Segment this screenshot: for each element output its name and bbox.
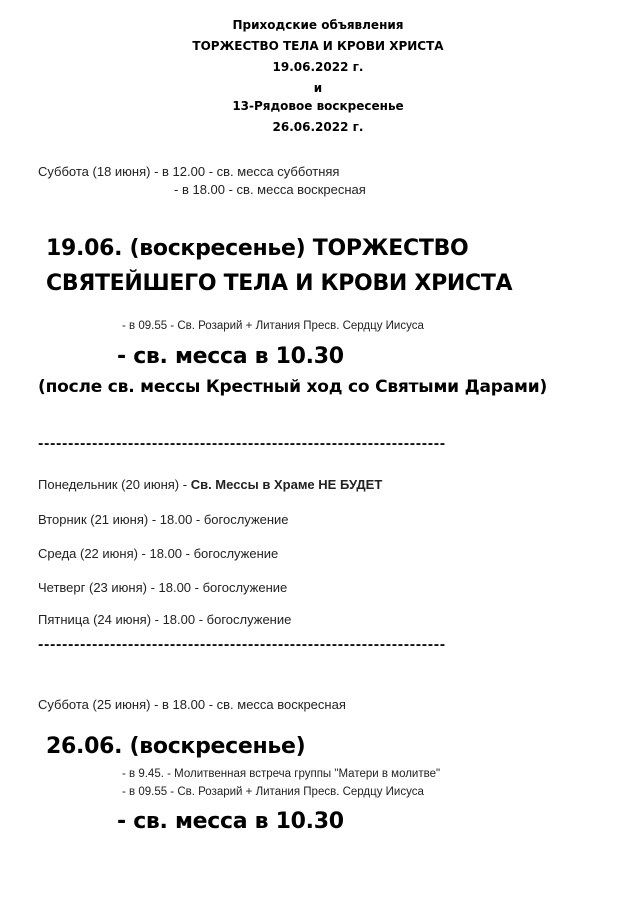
sunday-26-title: 26.06. (воскресенье) <box>46 734 306 759</box>
saturday-18-line-2: - в 18.00 - св. месса воскресная <box>174 182 366 197</box>
sunday-26-meeting: - в 9.45. - Молитвенная встреча группы "Матери в молитве" <box>122 768 441 780</box>
sunday-19-note: (после св. мессы Крестный ход со Святыми Дарами) <box>38 377 548 397</box>
friday-line: Пятница (24 июня) - 18.00 - богослужение <box>38 612 292 627</box>
header-title: Приходские объявления <box>232 18 404 32</box>
sunday-19-title-line-1: 19.06. (воскресенье) ТОРЖЕСТВО <box>46 236 469 261</box>
divider-bottom: -------------------------------------------------------------------- <box>38 638 446 653</box>
tuesday-line: Вторник (21 июня) - 18.00 - богослужение <box>38 512 289 527</box>
divider-top: -------------------------------------------------------------------- <box>38 437 446 452</box>
sunday-26-mass: - св. месса в 10.30 <box>117 809 344 834</box>
sunday-19-title-line-2: СВЯТЕЙШЕГО ТЕЛА И КРОВИ ХРИСТА <box>46 271 513 296</box>
monday-date: Понедельник (20 июня) - <box>38 477 191 492</box>
header-and: и <box>313 81 323 95</box>
header-date-1: 19.06.2022 г. <box>272 60 364 74</box>
saturday-25-line: Суббота (25 июня) - в 18.00 - св. месса воскресная <box>38 697 346 712</box>
sunday-19-rosary: - в 09.55 - Св. Розарий + Литания Пресв. Сердцу Иисуса <box>122 320 424 332</box>
thursday-line: Четверг (23 июня) - 18.00 - богослужение <box>38 580 288 595</box>
header-sunday-13: 13-Рядовое воскресенье <box>232 99 404 113</box>
sunday-26-rosary: - в 09.55 - Св. Розарий + Литания Пресв. Сердцу Иисуса <box>122 786 424 798</box>
wednesday-line: Среда (22 июня) - 18.00 - богослужение <box>38 546 279 561</box>
header-feast: ТОРЖЕСТВО ТЕЛА И КРОВИ ХРИСТА <box>192 39 444 53</box>
saturday-18-line-1: Суббота (18 июня) - в 12.00 - св. месса субботняя <box>38 164 340 179</box>
header-date-2: 26.06.2022 г. <box>272 120 364 134</box>
sunday-19-mass: - св. месса в 10.30 <box>117 344 344 369</box>
monday-line <box>38 477 382 492</box>
monday-no-mass: Св. Мессы в Храме НЕ БУДЕТ <box>190 477 383 492</box>
